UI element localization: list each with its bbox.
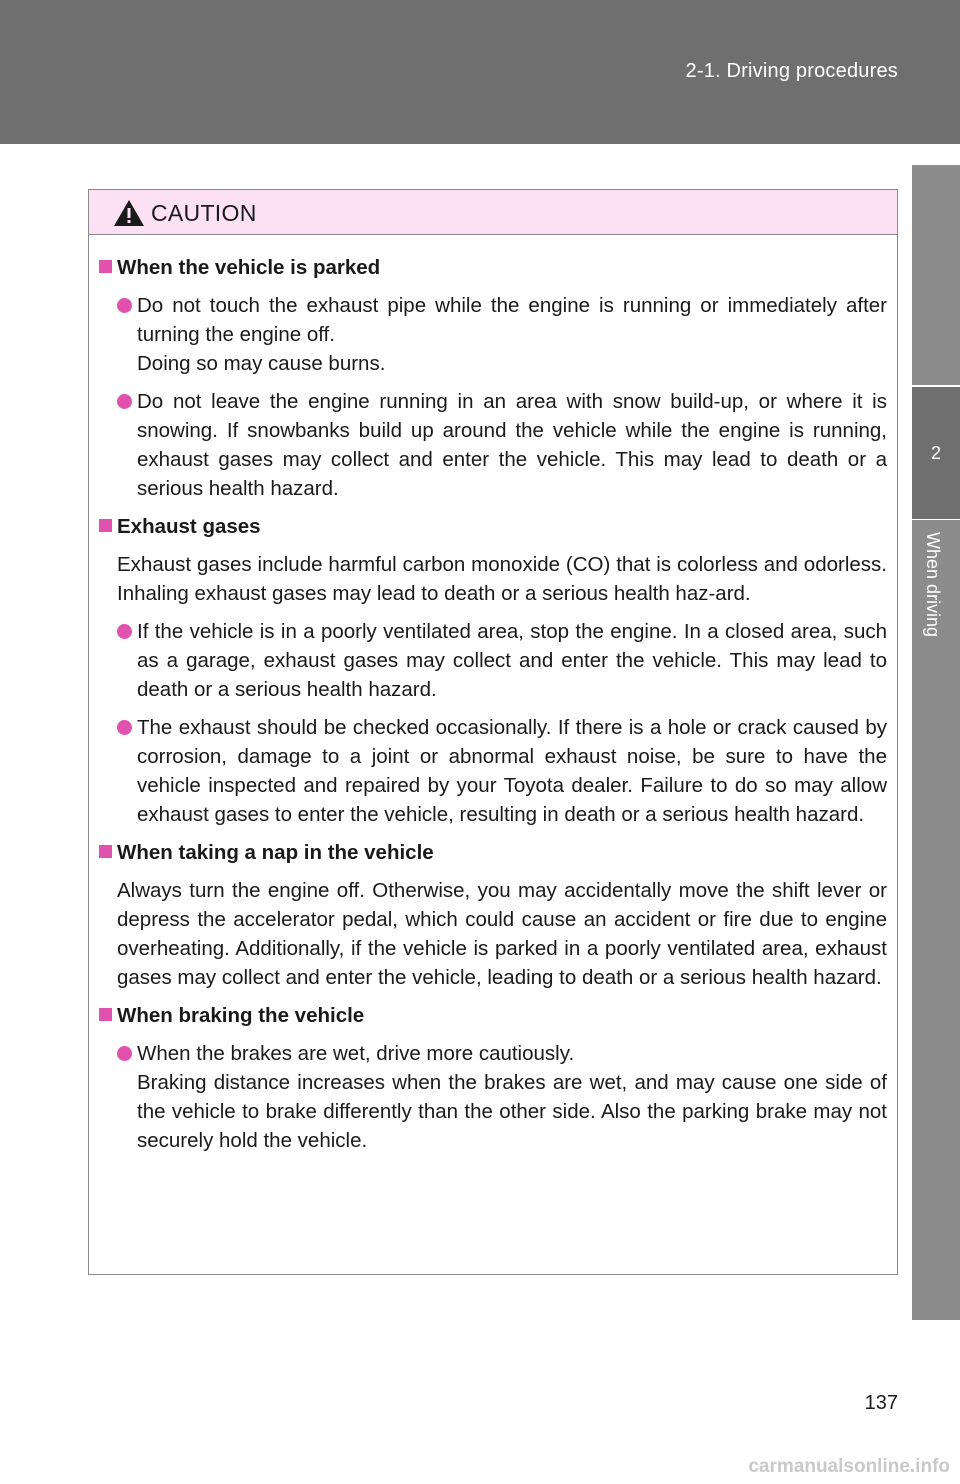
- section-heading: [99, 253, 887, 282]
- list-item: [137, 291, 887, 378]
- list-item-text: When the brakes are wet, drive more cautiously.: [137, 1042, 575, 1065]
- page-number: 137: [864, 1392, 898, 1414]
- section-heading-text: When the vehicle is parked: [117, 256, 381, 279]
- circle-bullet-icon: [117, 720, 132, 735]
- section-paragraph: Always turn the engine off. Otherwise, you may accidentally move the shift lever or depress the accelerator pedal, which could cause an accident or fire due to engine overheating. Additionally, if the vehicle is parked in a poorly ventilated area, exhaust gases may collect and enter the vehicle, leading to death or a serious health hazard.: [117, 879, 887, 989]
- circle-bullet-icon: [117, 624, 132, 639]
- caution-title: CAUTION: [151, 200, 257, 226]
- chapter-label: When driving: [923, 532, 943, 638]
- section-heading-text: When braking the vehicle: [117, 1004, 365, 1027]
- list-item-text: If the vehicle is in a poorly ventilated area, stop the engine. In a closed area, such as a garage, exhaust gases may collect and enter the vehicle. This may lead to death or a serious health hazard.: [137, 620, 887, 701]
- watermark: carmanualsonline.info: [748, 1456, 950, 1477]
- circle-bullet-icon: [117, 298, 132, 313]
- square-bullet-icon: [99, 519, 112, 532]
- caution-header: [89, 190, 897, 235]
- section-heading-text: When taking a nap in the vehicle: [117, 841, 434, 864]
- square-bullet-icon: [99, 845, 112, 858]
- list-item-text: Do not touch the exhaust pipe while the engine is running or immediately after turning the engine off.: [137, 294, 887, 346]
- section-title: 2-1. Driving procedures: [685, 60, 898, 82]
- list-item: [137, 617, 887, 704]
- list-item-text: The exhaust should be checked occasionally. If there is a hole or crack caused by corrosion, damage to a joint or abnormal exhaust noise, be sure to have the vehicle inspected and repaired by your Toyota dealer. Failure to do so may allow exhaust gases to enter the vehicle, resulting in death or a serious health hazard.: [137, 716, 887, 826]
- square-bullet-icon: [99, 1008, 112, 1021]
- section-paragraph: Exhaust gases include harmful carbon monoxide (CO) that is colorless and odorless. Inhaling exhaust gases may lead to death or a serious health haz-ard.: [117, 553, 887, 605]
- list-item: [137, 1039, 887, 1155]
- caution-box: [88, 189, 898, 1275]
- list-item-text: Doing so may cause burns.: [137, 352, 386, 375]
- chapter-number: 2: [930, 443, 941, 463]
- section-heading: [99, 1001, 887, 1030]
- side-tab-top: [912, 165, 960, 385]
- circle-bullet-icon: [117, 1046, 132, 1061]
- caution-body: [89, 235, 897, 1155]
- side-tab-chapter-label: [912, 520, 960, 1320]
- section-heading: [99, 838, 887, 867]
- list-item-text: Braking distance increases when the brakes are wet, and may cause one side of the vehicle to brake differently than the other side. Also the parking brake may not securely hold the vehicle.: [137, 1071, 887, 1152]
- list-item-text: Do not leave the engine running in an area with snow build-up, or where it is snowing. If snowbanks build up around the vehicle while the engine is running, exhaust gases may collect and enter the vehicle. This may lead to death or a serious health hazard.: [137, 390, 887, 500]
- section-heading-text: Exhaust gases: [117, 515, 261, 538]
- warning-triangle-icon: [113, 199, 145, 227]
- square-bullet-icon: [99, 260, 112, 273]
- list-item: [137, 713, 887, 829]
- side-tab-chapter-number: [912, 387, 960, 519]
- circle-bullet-icon: [117, 394, 132, 409]
- list-item: [137, 387, 887, 503]
- section-heading: [99, 512, 887, 541]
